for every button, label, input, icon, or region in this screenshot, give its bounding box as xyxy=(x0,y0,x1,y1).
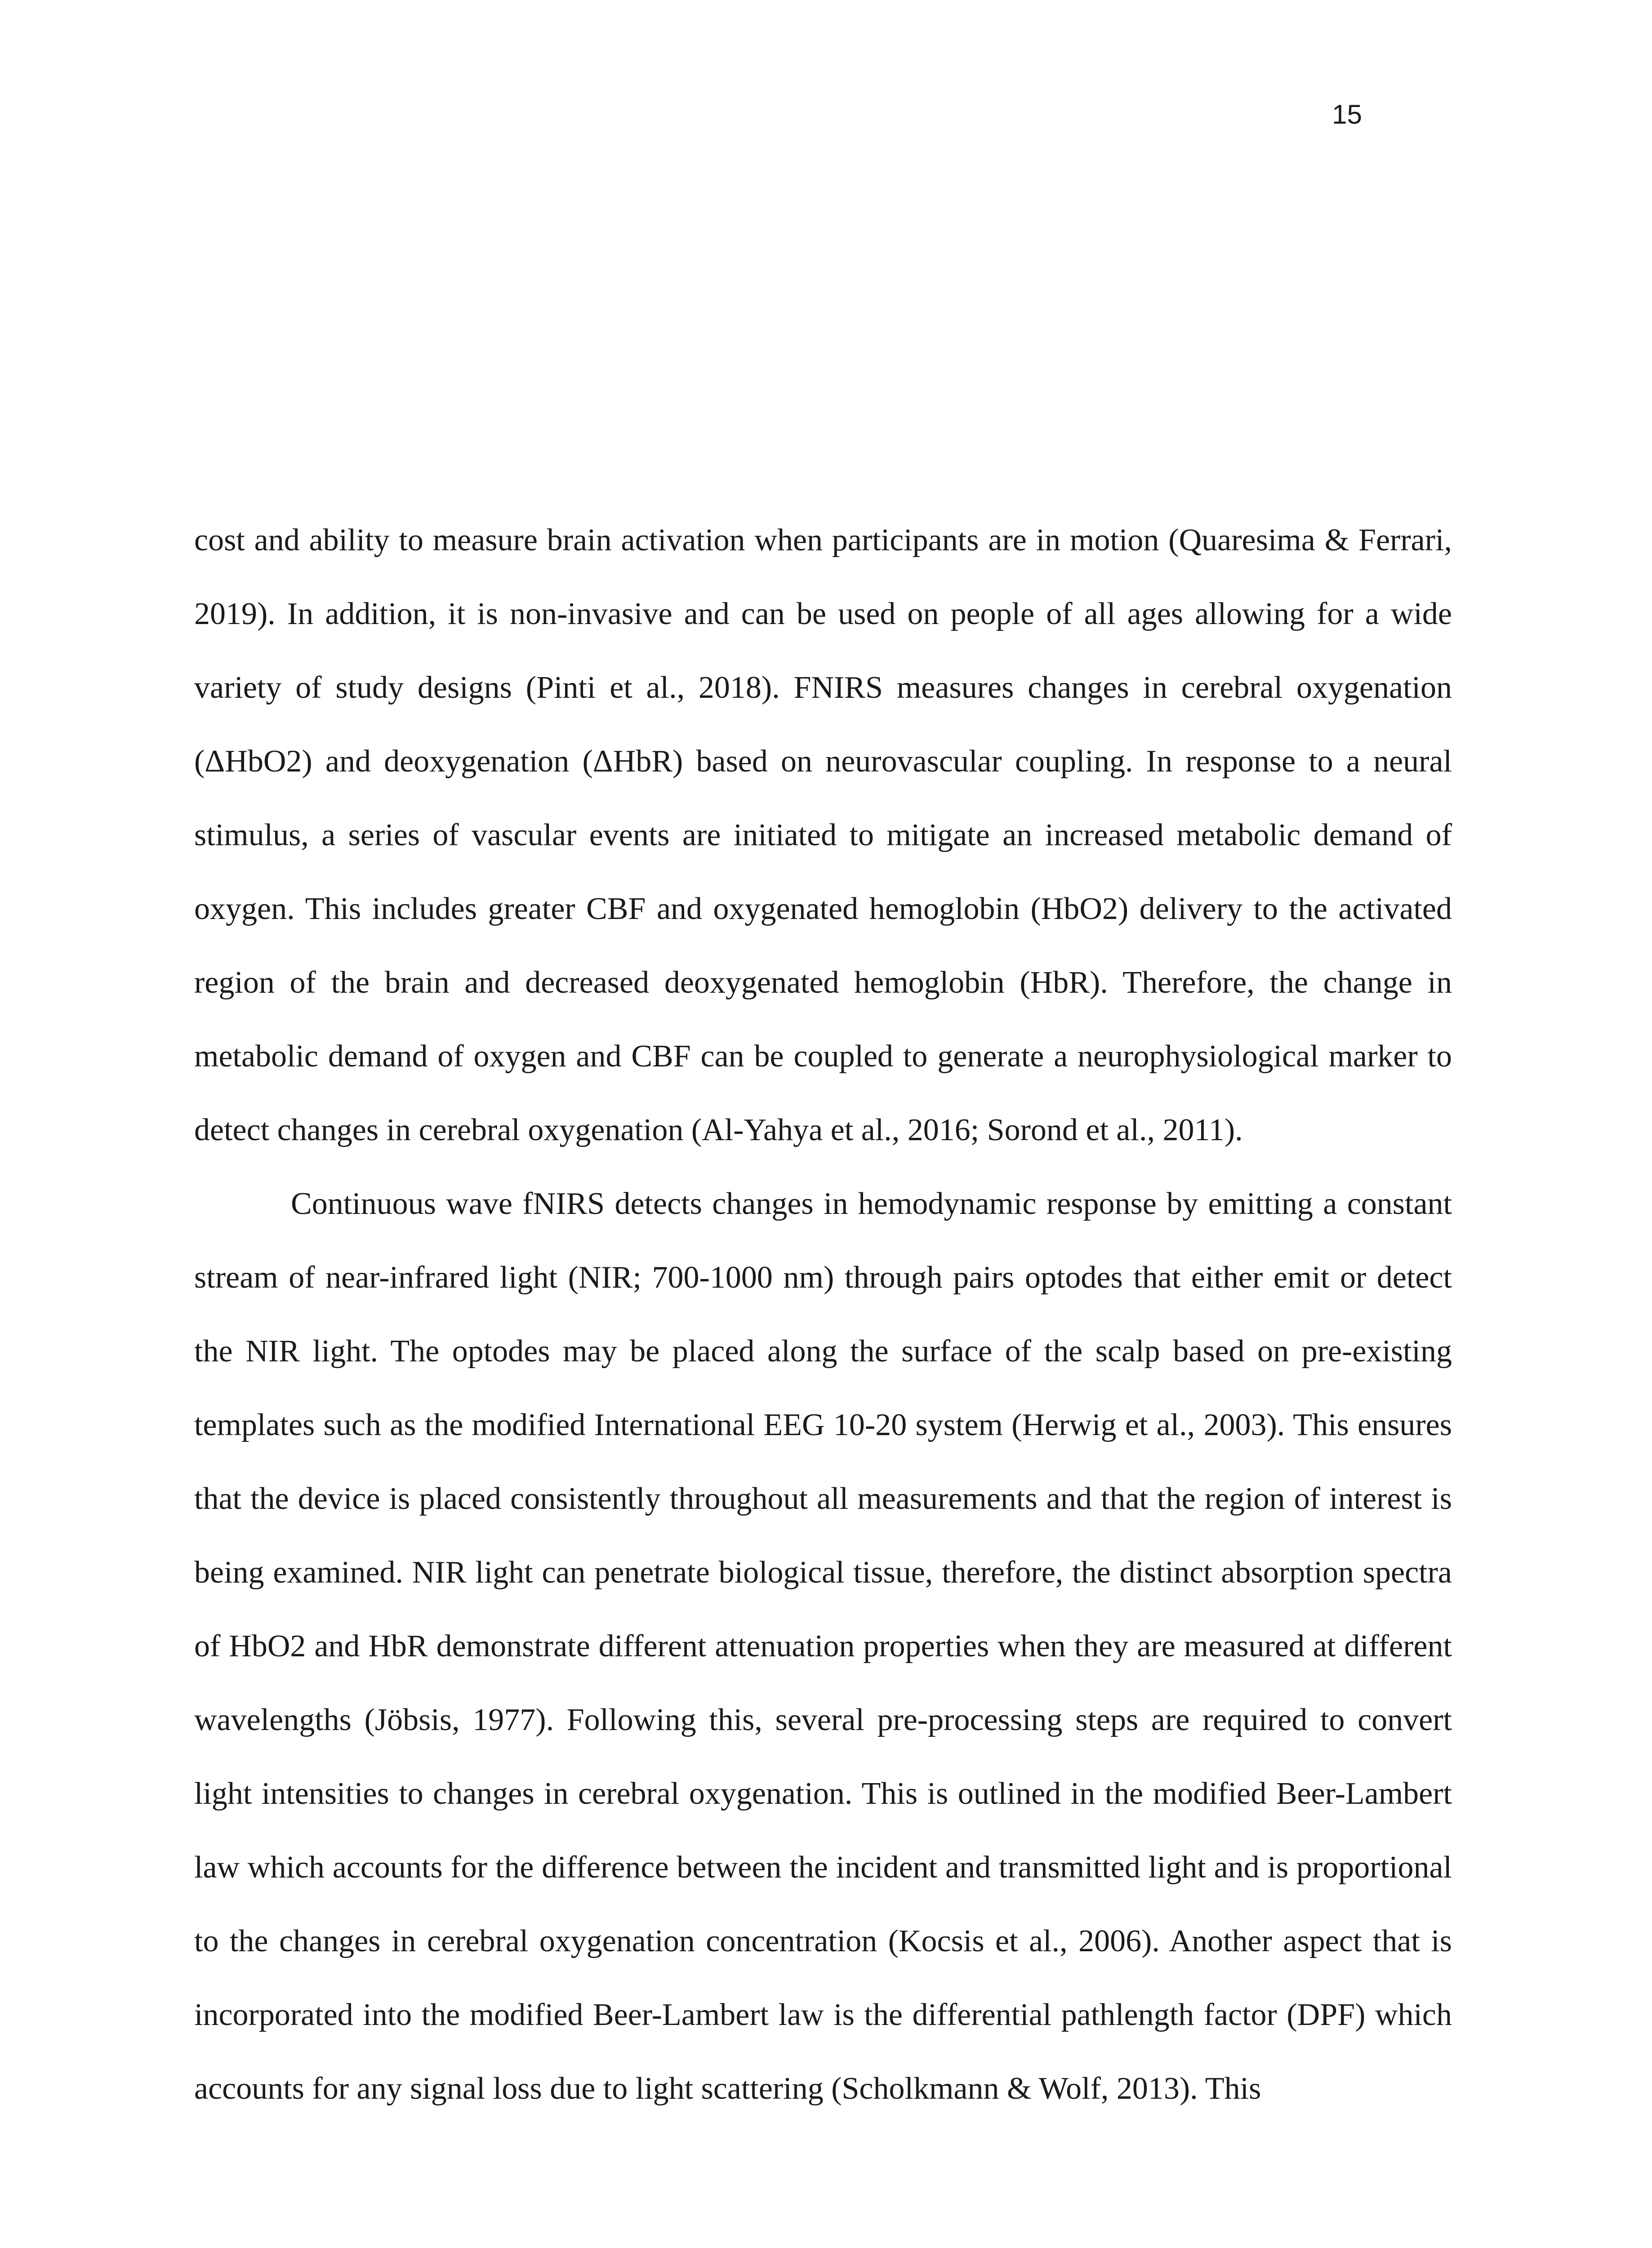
paragraph-continuous-wave-fnirs: Continuous wave fNIRS detects changes in hemodynamic response by emitting a constant stream of near-infrared light (NIR; 700-1000 nm) through pairs optodes that either emit or detect the NIR light. The optodes may be placed along the surface of the scalp based on pre-existing templates such as the modified International EEG 10-20 system (Herwig et al., 2003). This ensures that the device is placed consistently throughout all measurements and that the region of interest is being examined. NIR light can penetrate biological tissue, therefore, the distinct absorption spectra of HbO2 and HbR demonstrate different attenuation properties when they are measured at different wavelengths (Jöbsis, 1977). Following this, several pre-processing steps are required to convert light intensities to changes in cerebral oxygenation. This is outlined in the modified Beer-Lambert law which accounts for the difference between the incident and transmitted light and is proportional to the changes in cerebral oxygenation concentration (Kocsis et al., 2006). Another aspect that is incorporated into the modified Beer-Lambert law is the differential pathlength factor (DPF) which accounts for any signal loss due to light scattering (Scholkmann & Wolf, 2013). This xyxy=(194,1186,1452,2106)
body-text xyxy=(194,504,1452,2126)
paragraph-continued: cost and ability to measure brain activation when participants are in motion (Quaresima & Ferrari, 2019). In addition, it is non-invasive and can be used on people of all ages allowing for a wide variety of study designs (Pinti et al., 2018). FNIRS measures changes in cerebral oxygenation (ΔHbO2) and deoxygenation (ΔHbR) based on neurovascular coupling. In response to a neural stimulus, a series of vascular events are initiated to mitigate an increased metabolic demand of oxygen. This includes greater CBF and oxygenated hemoglobin (HbO2) delivery to the activated region of the brain and decreased deoxygenated hemoglobin (HbR). Therefore, the change in metabolic demand of oxygen and CBF can be coupled to generate a neurophysiological marker to detect changes in cerebral oxygenation (Al-Yahya et al., 2016; Sorond et al., 2011). xyxy=(194,523,1452,1147)
page-number: 15 xyxy=(1332,99,1362,129)
